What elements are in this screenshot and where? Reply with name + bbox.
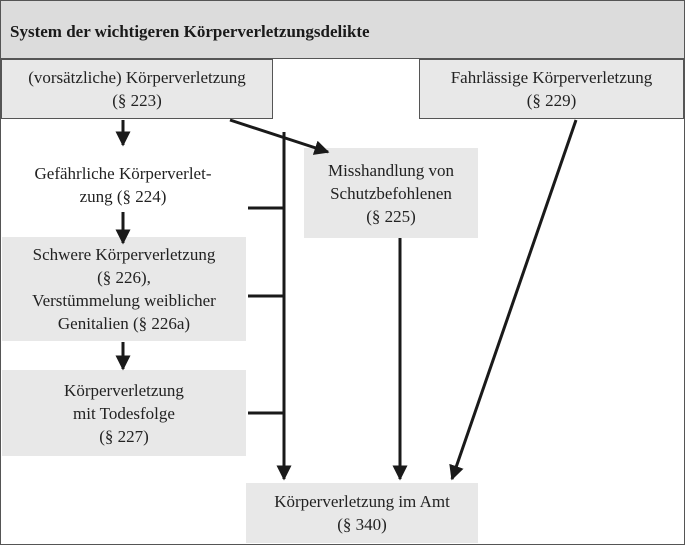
box-line: Körperverletzung [64, 380, 184, 400]
arrow-223-to-225 [230, 120, 328, 152]
box-line: Verstümmelung weiblicher [32, 291, 216, 310]
box-line: (§ 229) [526, 91, 577, 110]
box-line: Fahrlässige Körperverletzung [450, 68, 653, 87]
box-line: Gefährliche Körperverlet- [34, 164, 212, 183]
box-line: Misshandlung von [327, 160, 455, 180]
box-line: (§ 227) [99, 426, 149, 446]
diagram-title: System der wichtigeren Körperverletzungsdelikte [10, 22, 370, 41]
arrow-229-to-340 [452, 120, 576, 479]
box-line: Schwere Körperverletzung [32, 245, 216, 264]
box-line: (vorsätzliche) Körperverletzung [28, 68, 246, 87]
box-line: (§ 340) [337, 515, 387, 534]
box-line: (§ 226), [97, 268, 151, 287]
box-line: (§ 223) [112, 91, 162, 110]
box-line: Schutzbefohlenen [330, 183, 452, 203]
box-line: mit Todesfolge [73, 403, 175, 423]
box-line: Genitalien (§ 226a) [57, 314, 191, 333]
box-line: Körperverletzung im Amt [274, 492, 450, 511]
box-line: (§ 225) [366, 206, 416, 226]
box-line: zung (§ 224) [79, 187, 167, 206]
